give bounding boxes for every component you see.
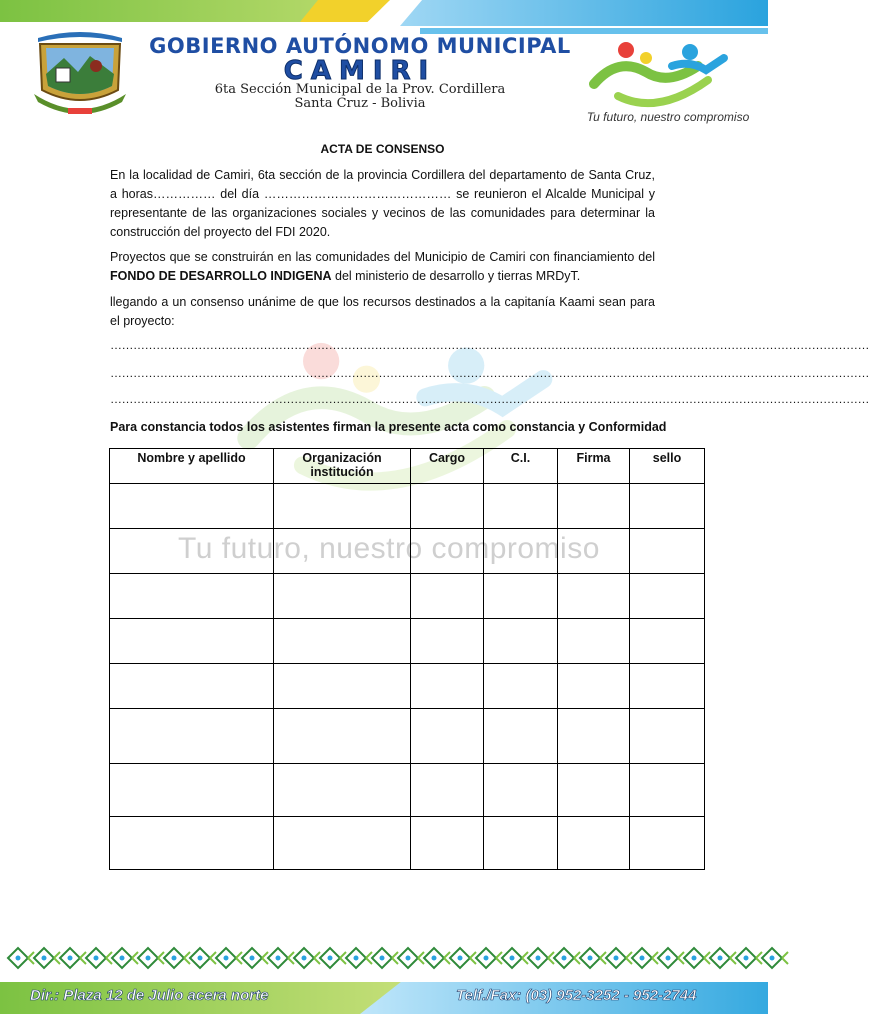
- table-row: [110, 709, 705, 764]
- document-title: ACTA DE CONSENSO: [320, 142, 445, 156]
- pattern-dot: [224, 956, 229, 961]
- table-row: [110, 574, 705, 619]
- city-name: CAMIRI: [283, 56, 437, 86]
- table-cell[interactable]: [110, 817, 274, 870]
- table-cell[interactable]: [411, 764, 484, 817]
- pattern-dot: [614, 956, 619, 961]
- pattern-dot: [68, 956, 73, 961]
- subtitle-line-2: Santa Cruz - Bolivia: [294, 96, 426, 111]
- header-nombre: Nombre y apellido: [110, 449, 274, 484]
- table-cell[interactable]: [110, 619, 274, 664]
- table-cell[interactable]: [274, 664, 411, 709]
- pattern-dot: [692, 956, 697, 961]
- dotted-line-3: ………………………………………………………………………………………………………………………………………………………………………………: [110, 392, 869, 406]
- pattern-dot: [510, 956, 515, 961]
- table-cell[interactable]: [110, 764, 274, 817]
- header-ci: C.I.: [484, 449, 558, 484]
- paragraph-projects-ministry: del ministerio de desarrollo y tierras MRDyT.: [331, 269, 581, 283]
- table-cell[interactable]: [630, 529, 705, 574]
- table-cell[interactable]: [274, 619, 411, 664]
- footer-address: Dir.: Plaza 12 de Julio acera norte: [30, 987, 269, 1004]
- table-cell[interactable]: [630, 764, 705, 817]
- pattern-dot: [744, 956, 749, 961]
- table-row: [110, 664, 705, 709]
- table-row: [110, 764, 705, 817]
- pattern-dot: [250, 956, 255, 961]
- municipal-crest-icon: [30, 28, 130, 120]
- table-cell[interactable]: [484, 817, 558, 870]
- table-cell[interactable]: [484, 764, 558, 817]
- table-cell[interactable]: [630, 664, 705, 709]
- signature-table: [109, 448, 705, 870]
- table-cell[interactable]: [558, 764, 630, 817]
- watermark-text: Tu futuro, nuestro compromiso: [178, 532, 600, 565]
- subtitle-line-1: 6ta Sección Municipal de la Prov. Cordillera: [214, 82, 506, 97]
- paragraph-projects-text: Proyectos que se construirán en las comunidades del Municipio de Camiri con financiamiento del: [110, 250, 655, 264]
- table-cell[interactable]: [411, 664, 484, 709]
- table-cell[interactable]: [630, 619, 705, 664]
- table-cell[interactable]: [411, 529, 484, 574]
- table-cell[interactable]: [484, 484, 558, 529]
- header-organizacion: Organización institución: [274, 449, 411, 484]
- table-cell[interactable]: [411, 817, 484, 870]
- pattern-dot: [302, 956, 307, 961]
- pattern-dot: [536, 956, 541, 961]
- table-row: [110, 619, 705, 664]
- pattern-dot: [484, 956, 489, 961]
- table-cell[interactable]: [630, 484, 705, 529]
- footer-pattern-icon: [0, 938, 768, 978]
- table-cell[interactable]: [484, 529, 558, 574]
- table-cell[interactable]: [274, 484, 411, 529]
- table-cell[interactable]: [110, 709, 274, 764]
- pattern-dot: [42, 956, 47, 961]
- dotted-line-2: ………………………………………………………………………………………………………………………………………………………………………………: [110, 366, 869, 380]
- table-cell[interactable]: [274, 709, 411, 764]
- campaign-logo-icon: [588, 36, 738, 116]
- table-cell[interactable]: [484, 574, 558, 619]
- pattern-dot: [146, 956, 151, 961]
- constancia-text: Para constancia todos los asistentes firman la presente acta como constancia y Conformidad: [110, 420, 667, 434]
- pattern-dot: [198, 956, 203, 961]
- table-cell[interactable]: [558, 484, 630, 529]
- header-cargo: Cargo: [411, 449, 484, 484]
- table-cell[interactable]: [411, 484, 484, 529]
- table-cell[interactable]: [274, 817, 411, 870]
- pattern-dot: [172, 956, 177, 961]
- table-cell[interactable]: [630, 574, 705, 619]
- table-row: [110, 484, 705, 529]
- table-cell[interactable]: [110, 484, 274, 529]
- table-cell[interactable]: [274, 574, 411, 619]
- table-cell[interactable]: [484, 664, 558, 709]
- pattern-dot: [640, 956, 645, 961]
- header-firma: Firma: [558, 449, 630, 484]
- table-cell[interactable]: [558, 817, 630, 870]
- table-cell[interactable]: [411, 574, 484, 619]
- pattern-dot: [328, 956, 333, 961]
- table-cell[interactable]: [558, 709, 630, 764]
- paragraph-intro: En la localidad de Camiri, 6ta sección de la provincia Cordillera del departamento de Santa Cruz, a horas…………… del día ……………………………………… se reunieron el Alcalde Municipal y representante de las organizaciones sociales y vecinos de las comunidades para determinar la construcción del proyecto del FDI 2020.: [110, 168, 655, 239]
- pattern-dot: [406, 956, 411, 961]
- table-cell[interactable]: [484, 619, 558, 664]
- pattern-dot: [770, 956, 775, 961]
- pattern-dot: [718, 956, 723, 961]
- table-cell[interactable]: [558, 529, 630, 574]
- pattern-dot: [562, 956, 567, 961]
- pattern-dot: [380, 956, 385, 961]
- table-cell[interactable]: [274, 764, 411, 817]
- table-cell[interactable]: [558, 664, 630, 709]
- table-cell[interactable]: [630, 709, 705, 764]
- pattern-dot: [276, 956, 281, 961]
- table-header-row: [110, 449, 705, 484]
- pattern-dot: [354, 956, 359, 961]
- table-cell[interactable]: [630, 817, 705, 870]
- table-cell[interactable]: [411, 709, 484, 764]
- tagline: Tu futuro, nuestro compromiso: [586, 110, 750, 124]
- table-cell[interactable]: [110, 529, 274, 574]
- table-cell[interactable]: [411, 619, 484, 664]
- table-cell[interactable]: [484, 709, 558, 764]
- org-name: GOBIERNO AUTÓNOMO MUNICIPAL: [149, 34, 571, 58]
- pattern-dot: [588, 956, 593, 961]
- table-cell[interactable]: [558, 574, 630, 619]
- pattern-dot: [432, 956, 437, 961]
- table-row: [110, 817, 705, 870]
- header-stripe-blue: [400, 0, 768, 26]
- table-row: [110, 529, 705, 574]
- table-cell[interactable]: [274, 529, 411, 574]
- pattern-dot: [16, 956, 21, 961]
- header-stripe-green: [0, 0, 340, 22]
- fund-name: FONDO DE DESARROLLO INDIGENA: [110, 269, 332, 283]
- table-cell[interactable]: [558, 619, 630, 664]
- pattern-leaf: [782, 952, 788, 964]
- pattern-dot: [94, 956, 99, 961]
- header-sello: sello: [630, 449, 705, 484]
- dotted-line-1: ………………………………………………………………………………………………………………………………………………………………………………: [110, 338, 869, 352]
- pattern-dot: [120, 956, 125, 961]
- pattern-dot: [666, 956, 671, 961]
- table-cell[interactable]: [110, 574, 274, 619]
- pattern-dot: [458, 956, 463, 961]
- footer-phone: Telf./Fax: (03) 952-3252 - 952-2744: [456, 987, 697, 1004]
- table-cell[interactable]: [110, 664, 274, 709]
- paragraph-projects: [110, 248, 655, 286]
- paragraph-consensus: llegando a un consenso unánime de que los recursos destinados a la capitanía Kaami sean para el proyecto:: [110, 295, 655, 328]
